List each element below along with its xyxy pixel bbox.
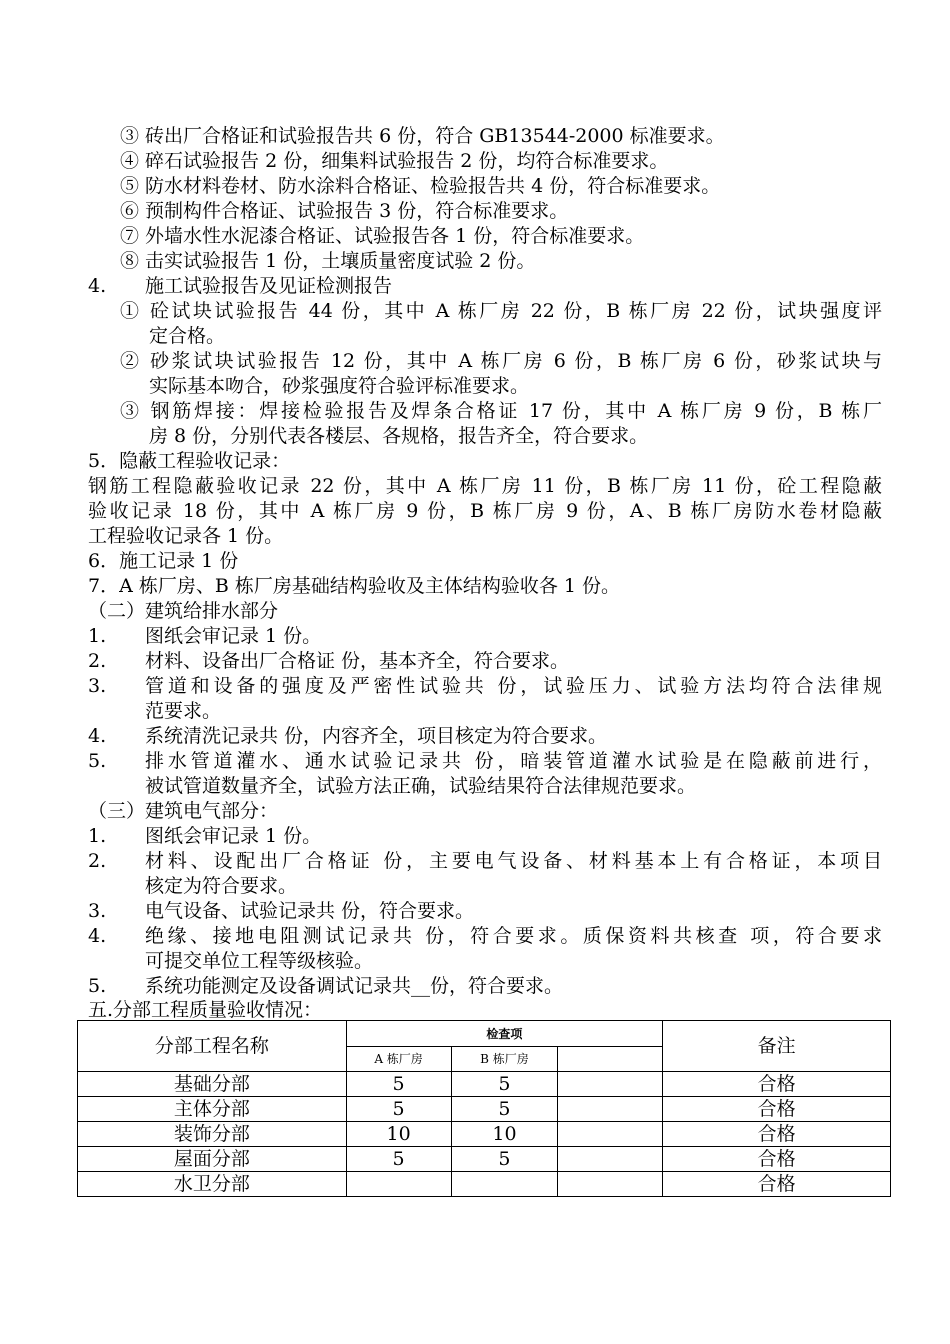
elec-item-4-line1: 绝缘、接地电阻测试记录共 份，符合要求。质保资料共核查 项，符合要求 [145,925,882,947]
header-project-name: 分部工程名称 [78,1021,347,1072]
row-b-value [451,1172,558,1197]
test-mortar-line1: ② 砂浆试块试验报告 12 份，其中 A 栋厂房 6 份，B 栋厂房 6 份，砂浆试块与 [120,350,882,372]
header-building-b: B 栋厂房 [451,1047,558,1072]
quality-table [77,1020,891,1197]
header-check-items: 检查项 [346,1021,663,1047]
row-note: 合格 [663,1122,891,1147]
item-precast: ⑥ 预制构件合格证、试验报告 3 份，符合标准要求。 [120,200,569,222]
elec-item-1-number: 1. [88,825,107,847]
water-item-3-line2: 范要求。 [145,700,222,722]
header-remarks: 备注 [663,1021,891,1072]
elec-item-5: 系统功能测定及设备调试记录共__份，符合要求。 [145,975,564,997]
row-a-value [346,1172,451,1197]
section-5-para-line3: 工程验收记录各 1 份。 [88,525,284,547]
test-welding-line1: ③ 钢筋焊接：焊接检验报告及焊条合格证 17 份，其中 A 栋厂房 9 份，B 栋厂 [120,400,882,422]
water-item-5-line2: 被试管道数量齐全，试验方法正确，试验结果符合法律规范要求。 [145,775,697,797]
row-note: 合格 [663,1172,891,1197]
elec-item-2-number: 2. [88,850,107,872]
quality-section-heading: 五.分部工程质量验收情况： [88,999,323,1021]
test-concrete-line2: 定合格。 [149,325,226,347]
row-b-value: 5 [451,1147,558,1172]
water-item-2: 材料、设备出厂合格证 份，基本齐全，符合要求。 [145,650,570,672]
water-item-3-number: 3. [88,675,107,697]
water-item-5-line1: 排水管道灌水、通水试验记录共 份，暗装管道灌水试验是在隐蔽前进行， [145,750,882,772]
water-item-3-line1: 管道和设备的强度及严密性试验共 份，试验压力、试验方法均符合法律规 [145,675,882,697]
row-b-value: 5 [451,1097,558,1122]
row-b-value: 10 [451,1122,558,1147]
water-item-5-number: 5. [88,750,107,772]
section-5-heading: 5．隐蔽工程验收记录： [88,450,291,472]
test-concrete-line1: ① 砼试块试验报告 44 份，其中 A 栋厂房 22 份，B 栋厂房 22 份，试块强度评 [120,300,882,322]
item-gravel: ④ 碎石试验报告 2 份，细集料试验报告 2 份，均符合标准要求。 [120,150,669,172]
row-name: 基础分部 [78,1072,347,1097]
table-row [78,1172,891,1197]
section-5-para-line2: 验收记录 18 份，其中 A 栋厂房 9 份，B 栋厂房 9 份，A、B 栋厂房防水卷材隐蔽 [88,500,882,522]
row-a-value: 5 [346,1097,451,1122]
row-name: 主体分部 [78,1097,347,1122]
elec-item-5-number: 5. [88,975,107,997]
row-note: 合格 [663,1097,891,1122]
elec-item-3: 电气设备、试验记录共 份，符合要求。 [145,900,475,922]
section-7: 7．A 栋厂房、B 栋厂房基础结构验收及主体结构验收各 1 份。 [88,575,621,597]
row-b-value: 5 [451,1072,558,1097]
item-brick: ③ 砖出厂合格证和试验报告共 6 份，符合 GB13544-2000 标准要求。 [120,125,725,147]
row-a-value: 5 [346,1072,451,1097]
item-compaction: ⑧ 击实试验报告 1 份，土壤质量密度试验 2 份。 [120,250,536,272]
section-4-number: 4. [88,275,107,297]
row-extra [558,1147,663,1172]
water-item-1-number: 1. [88,625,107,647]
item-waterproof: ⑤ 防水材料卷材、防水涂料合格证、检验报告共 4 份，符合标准要求。 [120,175,721,197]
test-welding-line2: 房 8 份，分别代表各楼层、各规格，报告齐全，符合要求。 [149,425,649,447]
header-building-a: A 栋厂房 [346,1047,451,1072]
part-3-heading: （三）建筑电气部分： [88,800,279,822]
water-item-4: 系统清洗记录共 份，内容齐全，项目核定为符合要求。 [145,725,608,747]
row-a-value: 10 [346,1122,451,1147]
water-item-2-number: 2. [88,650,107,672]
elec-item-3-number: 3. [88,900,107,922]
row-name: 装饰分部 [78,1122,347,1147]
row-name: 屋面分部 [78,1147,347,1172]
row-note: 合格 [663,1147,891,1172]
elec-item-1: 图纸会审记录 1 份。 [145,825,322,847]
table-row [78,1097,891,1122]
table-row [78,1122,891,1147]
part-2-heading: （二）建筑给排水部分 [88,600,279,622]
elec-item-2-line2: 核定为符合要求。 [145,875,298,897]
row-extra [558,1072,663,1097]
water-item-4-number: 4. [88,725,107,747]
elec-item-4-line2: 可提交单位工程等级核验。 [145,950,374,972]
row-note: 合格 [663,1072,891,1097]
water-item-1: 图纸会审记录 1 份。 [145,625,322,647]
row-a-value: 5 [346,1147,451,1172]
elec-item-2-line1: 材料、设配出厂合格证 份，主要电气设备、材料基本上有合格证，本项目 [145,850,882,872]
row-extra [558,1122,663,1147]
table-row [78,1072,891,1097]
section-6: 6．施工记录 1 份 [88,550,239,572]
header-empty [558,1047,663,1072]
test-mortar-line2: 实际基本吻合，砂浆强度符合验评标准要求。 [149,375,530,397]
row-name: 水卫分部 [78,1172,347,1197]
row-extra [558,1172,663,1197]
section-5-para-line1: 钢筋工程隐蔽验收记录 22 份，其中 A 栋厂房 11 份，B 栋厂房 11 份，砼工程隐蔽 [88,475,882,497]
table-row [78,1147,891,1172]
item-paint: ⑦ 外墙水性水泥漆合格证、试验报告各 1 份，符合标准要求。 [120,225,645,247]
elec-item-4-number: 4. [88,925,107,947]
row-extra [558,1097,663,1122]
section-4-title: 施工试验报告及见证检测报告 [145,275,393,297]
